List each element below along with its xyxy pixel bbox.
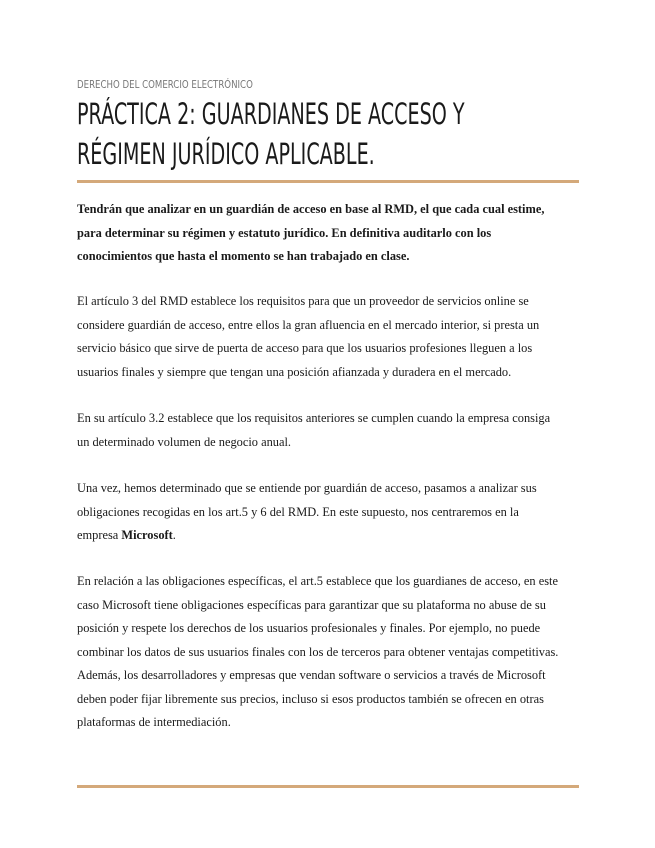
paragraph-line: plataformas de intermediación. xyxy=(77,715,231,729)
paragraph-line: deben poder fijar libremente sus precios, incluso si esos productos también se ofrecen en otras xyxy=(77,691,544,706)
title-line: RÉGIMEN JURÍDICO APLICABLE. xyxy=(77,137,375,171)
paragraph-line: obligaciones recogidas en los art.5 y 6 del RMD. En este supuesto, nos centraremos en la xyxy=(77,504,519,519)
intro-paragraph xyxy=(77,198,577,269)
paragraph-line: En su artículo 3.2 establece que los requisitos anteriores se cumplen cuando la empresa consiga xyxy=(77,411,551,425)
title-line: PRÁCTICA 2: GUARDIANES DE ACCESO Y xyxy=(77,97,465,131)
top-divider xyxy=(77,180,579,183)
text-fragment: empresa xyxy=(77,528,122,542)
bottom-divider xyxy=(77,785,579,788)
paragraph-line: Además, los desarrolladores y empresas que vendan software o servicios a través de Microsoft xyxy=(77,668,546,682)
paragraph-line: Una vez, hemos determinado que se entiende por guardián de acceso, pasamos a analizar sus xyxy=(77,481,537,495)
paragraph-line: caso Microsoft tiene obligaciones específicas para garantizar que su plataforma no abuse de su xyxy=(77,597,546,612)
paragraph-specific-obligations xyxy=(77,570,577,735)
paragraph-line: usuarios finales y siempre que tengan una posición afianzada y duradera en el mercado. xyxy=(77,364,512,379)
paragraph-line: posición y respete los derechos de los usuarios profesionales y finales. Por ejemplo, no puede xyxy=(77,621,541,635)
paragraph-line: conocimientos que hasta el momento se han trabajado en clase. xyxy=(77,249,410,263)
paragraph-obligations-intro xyxy=(77,477,577,548)
paragraph-line: combinar los datos de sus usuarios finales con los de terceros para obtener ventajas competitivas. xyxy=(77,644,559,659)
paragraph-line: servicio básico que sirve de puerta de acceso para que los usuarios profesiones lleguen a los xyxy=(77,341,533,355)
paragraph-line: considere guardián de acceso, entre ellos la gran afluencia en el mercado interior, si presta un xyxy=(77,317,540,332)
paragraph-line: El artículo 3 del RMD establece los requisitos para que un proveedor de servicios online se xyxy=(77,294,529,308)
paragraph-line: En relación a las obligaciones específicas, el art.5 establece que los guardianes de acceso, en este xyxy=(77,574,558,588)
paragraph-line: Tendrán que analizar en un guardián de acceso en base al RMD, el que cada cual estime, xyxy=(77,202,545,216)
page-title xyxy=(77,94,465,174)
paragraph-line: un determinado volumen de negocio anual. xyxy=(77,434,292,449)
paragraph-line: para determinar su régimen y estatuto jurídico. En definitiva auditarlo con los xyxy=(77,225,492,240)
paragraph-article-3-2 xyxy=(77,407,577,454)
paragraph-article-3 xyxy=(77,290,577,384)
subject-label: DERECHO DEL COMERCIO ELECTRÓNICO xyxy=(77,79,253,91)
text-fragment: . xyxy=(172,528,176,542)
company-name: Microsoft xyxy=(121,528,173,542)
paragraph-line xyxy=(77,524,577,548)
